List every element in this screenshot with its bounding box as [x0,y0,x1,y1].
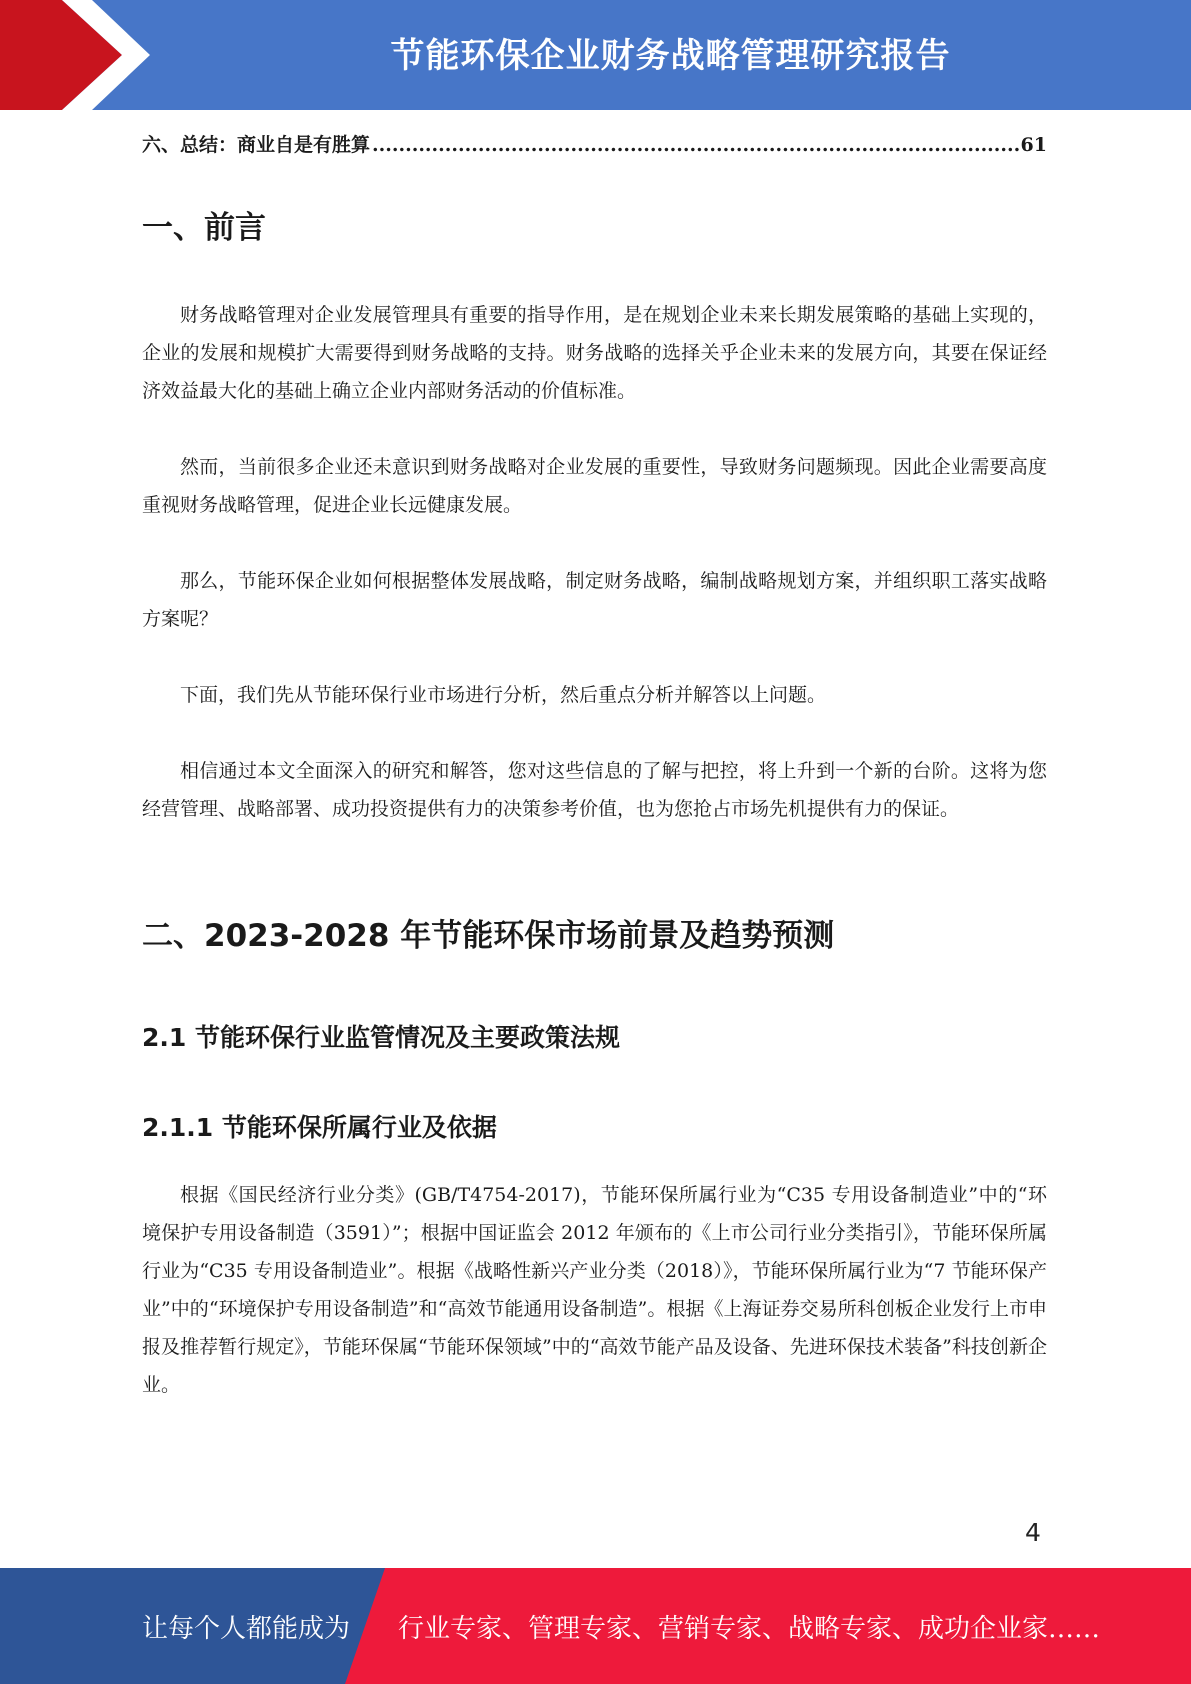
preface-paragraph-3: 那么，节能环保企业如何根据整体发展战略，制定财务战略，编制战略规划方案，并组织职工落实战略方案呢？ [142,570,1047,630]
preface-paragraph-1: 财务战略管理对企业发展管理具有重要的指导作用，是在规划企业未来长期发展策略的基础上实现的，企业的发展和规模扩大需要得到财务战略的支持。财务战略的选择关乎企业未来的发展方向，其要在保证经济效益最大化的基础上确立企业内部财务活动的价值标准。 [142,304,1047,402]
toc-entry[interactable] [142,130,1047,160]
page-footer [0,1568,1191,1684]
toc-entry-page: 61 [1020,134,1047,156]
footer-slogan-left: 让每个人都能成为 [142,1613,351,1644]
header-arrow-decoration [0,0,160,110]
market-heading: 二、2023-2028 年节能环保市场前景及趋势预测 [142,918,835,954]
page-number: 4 [1025,1518,1041,1547]
preface-paragraph-2: 然而，当前很多企业还未意识到财务战略对企业发展的重要性，导致财务问题频现。因此企业需要高度重视财务战略管理，促进企业长远健康发展。 [142,456,1047,516]
footer-slogan-right: 行业专家、管理专家、营销专家、战略专家、成功企业家…… [398,1613,1101,1644]
report-title: 节能环保企业财务战略管理研究报告 [390,35,951,76]
toc-entry-title: 六、总结：商业自是有胜算 [142,134,371,156]
regulation-subheading: 2.1 节能环保行业监管情况及主要政策法规 [142,1023,620,1052]
industry-subheading: 2.1.1 节能环保所属行业及依据 [142,1113,497,1142]
preface-heading: 一、前言 [142,210,266,246]
preface-paragraph-5: 相信通过本文全面深入的研究和解答，您对这些信息的了解与把控，将上升到一个新的台阶。这将为您经营管理、战略部署、成功投资提供有力的决策参考价值，也为您抢占市场先机提供有力的保证。 [142,760,1047,820]
industry-paragraph: 根据《国民经济行业分类》(GB/T4754-2017)，节能环保所属行业为“C35 专用设备制造业”中的“环境保护专用设备制造（3591）”；根据中国证监会 2012 年颁布的《上市公司行业分类指引》，节能环保所属行业为“C35 专用设备制造业”。根据《战略性新兴产业分类（2018）》，节能环保所属行业为“7 节能环保产业”中的“环境保护专用设备制造”和“高效节能通用设备制造”。根据《上海证券交易所科创板企业发行上市申报及推荐暂行规定》，节能环保属“节能环保领域”中的“高效节能产品及设备、先进环保技术装备”科技创新企业。 [142,1184,1047,1396]
toc-leader-dots [372,134,1019,156]
page-header [0,0,1191,110]
preface-paragraph-4: 下面，我们先从节能环保行业市场进行分析，然后重点分析并解答以上问题。 [180,684,827,706]
